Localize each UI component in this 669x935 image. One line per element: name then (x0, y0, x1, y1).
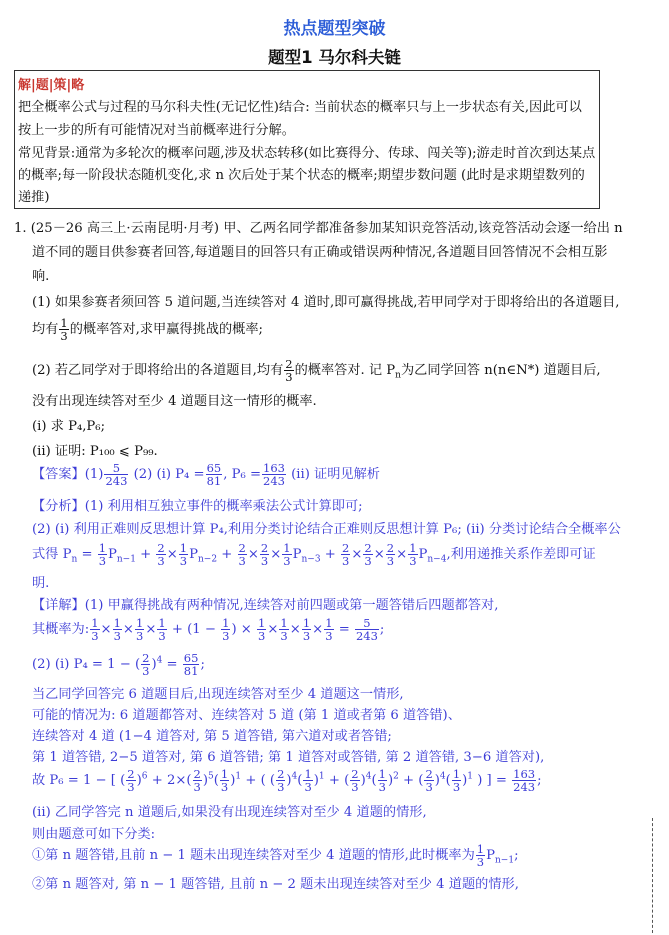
strategy-line: 的概率;每一阶段状态随机变化,求 n 次后处于某个状态的概率;期望步数问题 (此时是求期望数列的 (18, 168, 585, 183)
strategy-line: 按上一步的所有可能情况对当前概率进行分解。 (18, 123, 295, 138)
strategy-line: 把全概率公式与过程的马尔科夫性(无记忆性)结合: 当前状态的概率只与上一步状态有关,因此可以 (18, 100, 582, 115)
strategy-line: 常见背景:通常为多轮次的概率问题,涉及状态转移(如比赛得分、传球、闯关等);游走时首次到达某点 (18, 146, 596, 161)
page-title: 热点题型突破 (283, 19, 386, 39)
detail-line: 可能的情况为: 6 道题都答对、连续答对 5 道 (第 1 道或者第 6 道答错)、 (32, 708, 461, 723)
analysis-line: 【分析】(1) 利用相互独立事件的概率乘法公式计算即可; (32, 499, 363, 514)
analysis-line: (2) (i) 利用正难则反思想计算 P₄,利用分类讨论结合正难则反思想计算 P₆; (ii) 分类讨论结合全概率公 (32, 522, 621, 537)
problem-line: 1. (25－26 高三上·云南昆明·月考) 甲、乙两名同学都准备参加某知识竞答活动,该竞答活动会逐一给出 n (14, 221, 623, 236)
detail-formula: (2) (i) P₄ = 1 − ( $\frac{2}{3}$ )$^4$ = $\frac{65}{81}$ ; (32, 651, 205, 678)
detail-line: 当乙同学回答完 6 道题目后,出现连续答对至少 4 道题这一情形, (32, 687, 404, 702)
detail-formula: ①第 n 题答错,且前 n − 1 题未出现连续答对至少 4 道题的情形,此时概率为 $\frac{1}{3}$ $P_{n-1}$; (32, 842, 519, 869)
detail-line: 连续答对 4 道 (1−4 道答对, 第 5 道答错, 第六道对或者答错; (32, 729, 392, 744)
problem-line: 响. (32, 269, 50, 284)
problem-part2-i: (i) 求 P₄,P₆; (32, 419, 106, 434)
strategy-box (14, 70, 600, 209)
problem-part1-b: 均有 $\frac{1}{3}$ 的概率答对,求甲赢得挑战的概率; (32, 316, 263, 343)
problem-part2: (2) 若乙同学对于即将给出的各道题目,均有 $\frac{2}{3}$ 的概率答对. 记 $P_n$为乙同学回答 n(n∈N*) 道题目后, (32, 357, 601, 384)
analysis-line: 明. (32, 576, 50, 591)
problem-part2-b: 没有出现连续答对至少 4 道题目这一情形的概率. (32, 394, 317, 409)
strategy-line: 递推) (18, 190, 50, 205)
detail-formula: 故 P₆ = 1 − [ ( $\frac{2}{3}$ )$^6$ + 2×( $\frac{2}{3}$ )$^5$( $\frac{1}{3}$ )$^1$ + ( ( $\frac{2}{3}$ )$^4$( $\frac{1}{3}$ )$^1$ + ( $\frac{2}{3}$ )$^4$( $\frac{1}{3}$ )$^2$ + ( $\frac{2}{3}$ )$^4$( $\frac{1}{3}$ )$^1$ ) ] = $\frac{163}{243}$ ; (32, 767, 542, 794)
detail-formula: 其概率为: $\frac{1}{3}$ × $\frac{1}{3}$ × $\frac{1}{3}$ × $\frac{1}{3}$ + (1 − $\frac{1}{3}$ ) × $\frac{1}{3}$ × $\frac{1}{3}$ × $\frac{1}{3}$ × $\frac{1}{3}$ = $\frac{5}{243}$ ; (32, 616, 385, 643)
detail-line: ②第 n 题答对, 第 n − 1 题答错, 且前 n − 2 题未出现连续答对至少 4 道题的情形, (32, 877, 519, 892)
problem-line: 道不同的题目供参赛者回答,每道题目的回答只有正确或错误两种情况,各道题目回答情况不会相互影 (32, 245, 608, 260)
page-edge-divider (652, 818, 653, 933)
detail-line: 第 1 道答错, 2−5 道答对, 第 6 道答错; 第 1 道答对或答错, 第 2 道答错, 3−6 道答对), (32, 750, 545, 765)
problem-part1: (1) 如果参赛者须回答 5 道问题,当连续答对 4 道时,即可赢得挑战,若甲同学对于即将给出的各道题目, (32, 295, 620, 310)
analysis-formula: 式得 $P_n$ = $\frac{1}{3}$ $P_{n-1}$ + $\frac{2}{3}$ × $\frac{1}{3}$ $P_{n-2}$ + $\frac{2}{3}$ × $\frac{2}{3}$ × $\frac{1}{3}$ $P_{n-3}$ + $\frac{2}{3}$ × $\frac{2}{3}$ × $\frac{2}{3}$ × $\frac{1}{3}$ $P_{n-4}$,利用递推关系作差即可证 (32, 541, 596, 568)
detail-line: 【详解】(1) 甲赢得挑战有两种情况,连续答对前四题或第一题答错后四题都答对, (32, 598, 499, 613)
strategy-tag: 解|题|策|略 (18, 78, 85, 93)
problem-part2-ii: (ii) 证明: P₁₀₀ ⩽ P₉₉. (32, 444, 158, 459)
detail-line: (ii) 乙同学答完 n 道题后,如果没有出现连续答对至少 4 道题的情形, (32, 805, 427, 820)
section-subtitle: 题型1 马尔科夫链 (268, 48, 401, 67)
answer-line: 【答案】(1) $\frac{5}{243}$ (2) (i) P₄ = $\frac{65}{81}$ , P₆ = $\frac{163}{243}$ (ii) 证明见解析 (32, 461, 380, 488)
detail-line: 则由题意可如下分类: (32, 827, 156, 842)
